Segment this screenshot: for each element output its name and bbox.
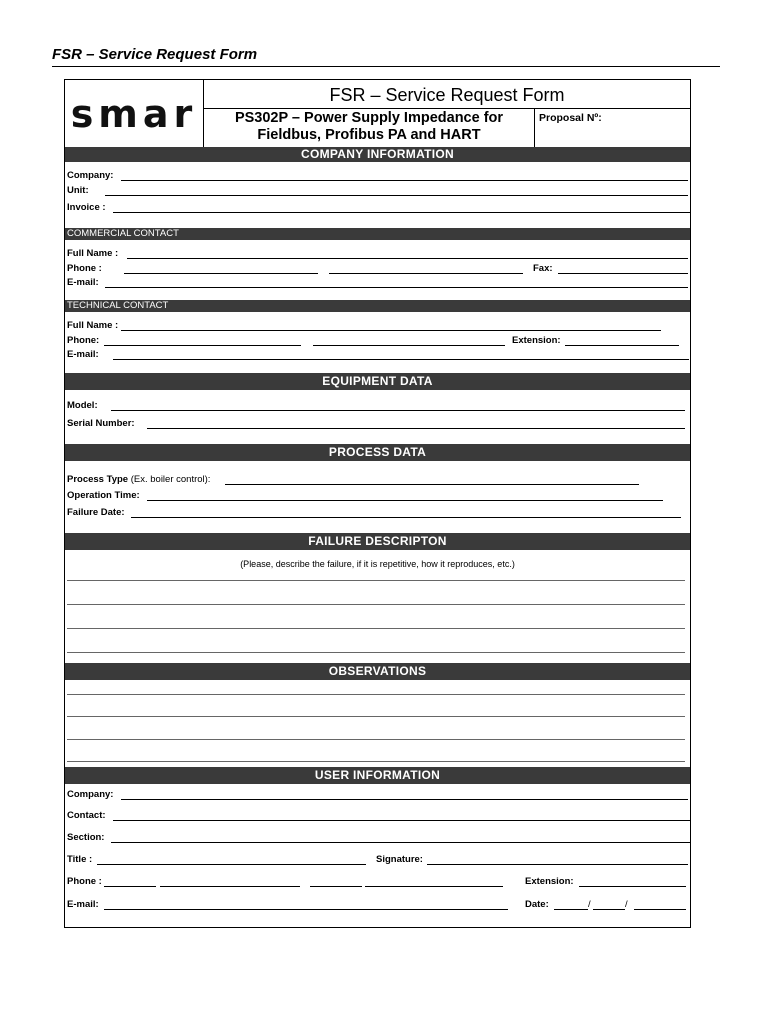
process-type-hint: (Ex. boiler control): (130, 474, 211, 485)
user-phone-label: Phone : (67, 876, 102, 887)
failure-date-field[interactable] (67, 506, 681, 520)
date-day-line[interactable] (554, 909, 588, 910)
user-email-date-field[interactable] (67, 898, 686, 912)
user-email-line[interactable] (104, 909, 508, 910)
user-phone-line-1[interactable] (104, 886, 156, 887)
observations-line-2[interactable] (67, 716, 685, 717)
section-company-information: COMPANY INFORMATION (65, 147, 690, 162)
form-title: FSR – Service Request Form (204, 80, 690, 109)
proposal-number-field[interactable]: Proposal Nº: (534, 109, 690, 147)
commercial-phone-field[interactable] (67, 262, 688, 276)
commercial-full-name-line[interactable] (127, 258, 688, 259)
commercial-full-name-field[interactable] (67, 247, 688, 261)
user-contact-field[interactable] (67, 809, 690, 823)
section-user-information: USER INFORMATION (65, 767, 690, 784)
section-failure-description: FAILURE DESCRIPTON (65, 533, 690, 550)
commercial-email-line[interactable] (105, 287, 688, 288)
date-separator-2: / (625, 899, 628, 910)
failure-date-line[interactable] (131, 517, 681, 518)
process-type-line[interactable] (225, 484, 639, 485)
operation-time-line[interactable] (147, 500, 663, 501)
failure-description-line-1[interactable] (67, 580, 685, 581)
failure-date-label: Failure Date: (67, 507, 125, 518)
user-company-label: Company: (67, 789, 114, 800)
unit-line[interactable] (105, 195, 688, 196)
technical-phone-line-1[interactable] (104, 345, 301, 346)
technical-phone-line-2[interactable] (313, 345, 505, 346)
serial-number-label: Serial Number: (67, 418, 135, 429)
section-commercial-contact: COMMERCIAL CONTACT (65, 228, 690, 240)
user-company-field[interactable] (67, 788, 688, 802)
product-line-2: Fieldbus, Profibus PA and HART (257, 127, 481, 143)
unit-field[interactable] (67, 184, 688, 198)
process-type-text: Process Type (67, 474, 129, 485)
operation-time-label: Operation Time: (67, 490, 140, 501)
model-field[interactable] (67, 399, 685, 413)
page-title: FSR – Service Request Form (52, 46, 258, 63)
user-title-signature-field[interactable] (67, 853, 688, 867)
technical-extension-line[interactable] (565, 345, 679, 346)
user-contact-line[interactable] (113, 820, 690, 821)
model-line[interactable] (111, 410, 685, 411)
failure-description-line-4[interactable] (67, 652, 685, 653)
user-section-field[interactable] (67, 831, 690, 845)
commercial-email-field[interactable] (67, 276, 688, 290)
user-signature-label: Signature: (376, 854, 423, 865)
operation-time-field[interactable] (67, 489, 663, 503)
model-label: Model: (67, 400, 98, 411)
user-signature-line[interactable] (427, 864, 688, 865)
process-type-label (67, 473, 210, 487)
product-description (204, 109, 534, 148)
invoice-line[interactable] (113, 212, 690, 213)
technical-phone-field[interactable] (67, 334, 679, 348)
failure-description-note: (Please, describe the failure, if it is repetitive, how it reproduces, etc.) (240, 559, 515, 569)
company-label: Company: (67, 170, 114, 181)
product-line-1: PS302P – Power Supply Impedance for (234, 110, 504, 126)
date-month-line[interactable] (593, 909, 625, 910)
serial-number-field[interactable] (67, 417, 685, 431)
invoice-label: Invoice : (67, 202, 106, 213)
user-phone-line-2[interactable] (160, 886, 300, 887)
title-rule (52, 66, 720, 67)
failure-description-line-3[interactable] (67, 628, 685, 629)
service-request-form (64, 79, 691, 928)
technical-full-name-line[interactable] (121, 330, 661, 331)
technical-extension-label: Extension: (512, 335, 561, 346)
observations-line-4[interactable] (67, 761, 685, 762)
user-title-label: Title : (67, 854, 93, 865)
unit-label: Unit: (67, 185, 89, 196)
date-separator-1: / (588, 899, 591, 910)
observations-line-1[interactable] (67, 694, 685, 695)
user-date-label: Date: (525, 899, 549, 910)
user-contact-label: Contact: (67, 810, 106, 821)
observations-line-3[interactable] (67, 739, 685, 740)
user-extension-line[interactable] (579, 886, 686, 887)
invoice-field[interactable] (67, 201, 690, 215)
technical-email-field[interactable] (67, 348, 689, 362)
user-email-label: E-mail: (67, 899, 99, 910)
user-title-line[interactable] (97, 864, 366, 865)
company-line[interactable] (121, 180, 688, 181)
technical-full-name-label: Full Name : (67, 320, 119, 331)
user-section-label: Section: (67, 832, 105, 843)
technical-phone-label: Phone: (67, 335, 100, 346)
smar-logo: smar (70, 91, 198, 136)
commercial-phone-line-2[interactable] (329, 273, 523, 274)
commercial-email-label: E-mail: (67, 277, 99, 288)
commercial-full-name-label: Full Name : (67, 248, 119, 259)
section-equipment-data: EQUIPMENT DATA (65, 373, 690, 390)
technical-full-name-field[interactable] (67, 319, 661, 333)
commercial-fax-line[interactable] (558, 273, 688, 274)
section-observations: OBSERVATIONS (65, 663, 690, 680)
user-section-line[interactable] (111, 842, 690, 843)
user-phone-line-3[interactable] (310, 886, 362, 887)
process-type-field[interactable] (67, 473, 639, 487)
technical-email-label: E-mail: (67, 349, 99, 360)
user-phone-line-4[interactable] (365, 886, 503, 887)
form-header (65, 80, 690, 147)
commercial-phone-label: Phone : (67, 263, 102, 274)
logo-cell (65, 80, 204, 147)
commercial-phone-line-1[interactable] (124, 273, 318, 274)
failure-description-line-2[interactable] (67, 604, 685, 605)
section-technical-contact: TECHNICAL CONTACT (65, 300, 690, 312)
technical-email-line[interactable] (113, 359, 689, 360)
section-process-data: PROCESS DATA (65, 444, 690, 461)
commercial-fax-label: Fax: (533, 263, 553, 274)
user-company-line[interactable] (121, 799, 688, 800)
date-year-line[interactable] (634, 909, 686, 910)
user-extension-label: Extension: (525, 876, 574, 887)
serial-number-line[interactable] (147, 428, 685, 429)
company-field[interactable] (67, 169, 688, 183)
user-phone-field[interactable] (67, 875, 686, 889)
